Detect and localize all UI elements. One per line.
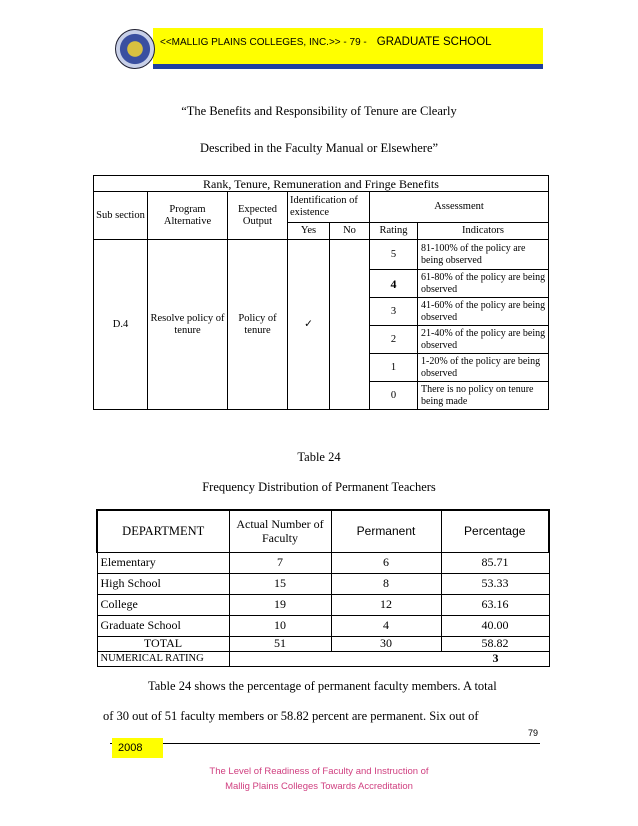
total-percentage: 58.82 bbox=[441, 636, 549, 651]
footer-line-1: The Level of Readiness of Faculty and Instruction of bbox=[209, 766, 429, 777]
indicator-text: 1-20% of the policy are being observed bbox=[418, 354, 549, 382]
total-label: TOTAL bbox=[97, 636, 229, 651]
header-actual-number: Actual Number of Faculty bbox=[229, 510, 331, 552]
indicator-text: 41-60% of the policy are being observed bbox=[418, 298, 549, 326]
header-percentage: Percentage bbox=[441, 510, 549, 552]
cell-department: High School bbox=[97, 573, 229, 594]
cell-actual: 7 bbox=[229, 552, 331, 573]
header-rule bbox=[153, 64, 543, 69]
cell-actual: 10 bbox=[229, 615, 331, 636]
table-caption: Table 24 bbox=[297, 450, 341, 464]
header-text bbox=[160, 36, 492, 48]
rubric-heading: Rank, Tenure, Remuneration and Fringe Benefits bbox=[94, 176, 549, 192]
paragraph-line-2: of 30 out of 51 faculty members or 58.82 percent are permanent. Six out of bbox=[103, 709, 479, 723]
paragraph-line-1: Table 24 shows the percentage of permanent faculty members. A total bbox=[148, 679, 497, 693]
rating-value-selected: 4 bbox=[370, 270, 418, 298]
total-permanent: 30 bbox=[331, 636, 441, 651]
indicator-text: 81-100% of the policy are being observed bbox=[418, 240, 549, 270]
page-number: 79 bbox=[528, 728, 539, 738]
header-college: <<MALLIG PLAINS COLLEGES, INC.>> - 79 - bbox=[160, 37, 367, 48]
total-actual: 51 bbox=[229, 636, 331, 651]
cell-permanent: 6 bbox=[331, 552, 441, 573]
indicator-text: There is no policy on tenure being made bbox=[418, 382, 549, 410]
col-assessment: Assessment bbox=[370, 192, 549, 223]
rating-value: 2 bbox=[370, 326, 418, 354]
footer-line-2: Mallig Plains Colleges Towards Accreditation bbox=[225, 781, 413, 792]
expected-value: Policy of tenure bbox=[228, 240, 288, 410]
numerical-rating-label: NUMERICAL RATING bbox=[97, 651, 229, 666]
table-row bbox=[97, 594, 549, 615]
title-line-1: “The Benefits and Responsibility of Tenure are Clearly bbox=[181, 104, 457, 118]
col-identification: Identification of existence bbox=[288, 192, 370, 223]
col-no: No bbox=[330, 223, 370, 240]
cell-percentage: 40.00 bbox=[441, 615, 549, 636]
no-cell bbox=[330, 240, 370, 410]
rating-value: 3 bbox=[370, 298, 418, 326]
col-yes: Yes bbox=[288, 223, 330, 240]
header-school: GRADUATE SCHOOL bbox=[376, 36, 492, 48]
total-row bbox=[97, 636, 549, 651]
rubric-table bbox=[93, 175, 549, 410]
sub-section-value: D.4 bbox=[94, 240, 148, 410]
rating-value: 1 bbox=[370, 354, 418, 382]
frequency-table bbox=[96, 509, 550, 667]
cell-percentage: 85.71 bbox=[441, 552, 549, 573]
col-expected-output: Expected Output bbox=[228, 192, 288, 240]
cell-permanent: 8 bbox=[331, 573, 441, 594]
indicator-text: 61-80% of the policy are being observed bbox=[418, 270, 549, 298]
cell-actual: 15 bbox=[229, 573, 331, 594]
yes-check-icon: ✓ bbox=[288, 240, 330, 410]
cell-permanent: 4 bbox=[331, 615, 441, 636]
cell-percentage: 53.33 bbox=[441, 573, 549, 594]
cell-department: Elementary bbox=[97, 552, 229, 573]
program-value: Resolve policy of tenure bbox=[148, 240, 228, 410]
cell-permanent: 12 bbox=[331, 594, 441, 615]
col-program-alternative: Program Alternative bbox=[148, 192, 228, 240]
cell-department: Graduate School bbox=[97, 615, 229, 636]
title-line-2: Described in the Faculty Manual or Elsewhere” bbox=[199, 141, 439, 155]
cell-department: College bbox=[97, 594, 229, 615]
col-sub-section: Sub section bbox=[94, 192, 148, 240]
col-indicators: Indicators bbox=[418, 223, 549, 240]
year-badge: 2008 bbox=[112, 738, 163, 758]
cell-percentage: 63.16 bbox=[441, 594, 549, 615]
header-permanent: Permanent bbox=[331, 510, 441, 552]
table-row bbox=[97, 573, 549, 594]
numerical-rating-value: 3 bbox=[229, 651, 549, 666]
footer-rule bbox=[110, 743, 540, 744]
numerical-rating-row bbox=[97, 651, 549, 666]
header-department: DEPARTMENT bbox=[97, 510, 229, 552]
indicator-text: 21-40% of the policy are being observed bbox=[418, 326, 549, 354]
table-row bbox=[97, 615, 549, 636]
table-row bbox=[97, 552, 549, 573]
rating-value: 0 bbox=[370, 382, 418, 410]
rating-value: 5 bbox=[370, 240, 418, 270]
col-rating: Rating bbox=[370, 223, 418, 240]
table-title: Frequency Distribution of Permanent Teachers bbox=[202, 480, 436, 494]
cell-actual: 19 bbox=[229, 594, 331, 615]
college-seal-logo bbox=[115, 29, 155, 69]
